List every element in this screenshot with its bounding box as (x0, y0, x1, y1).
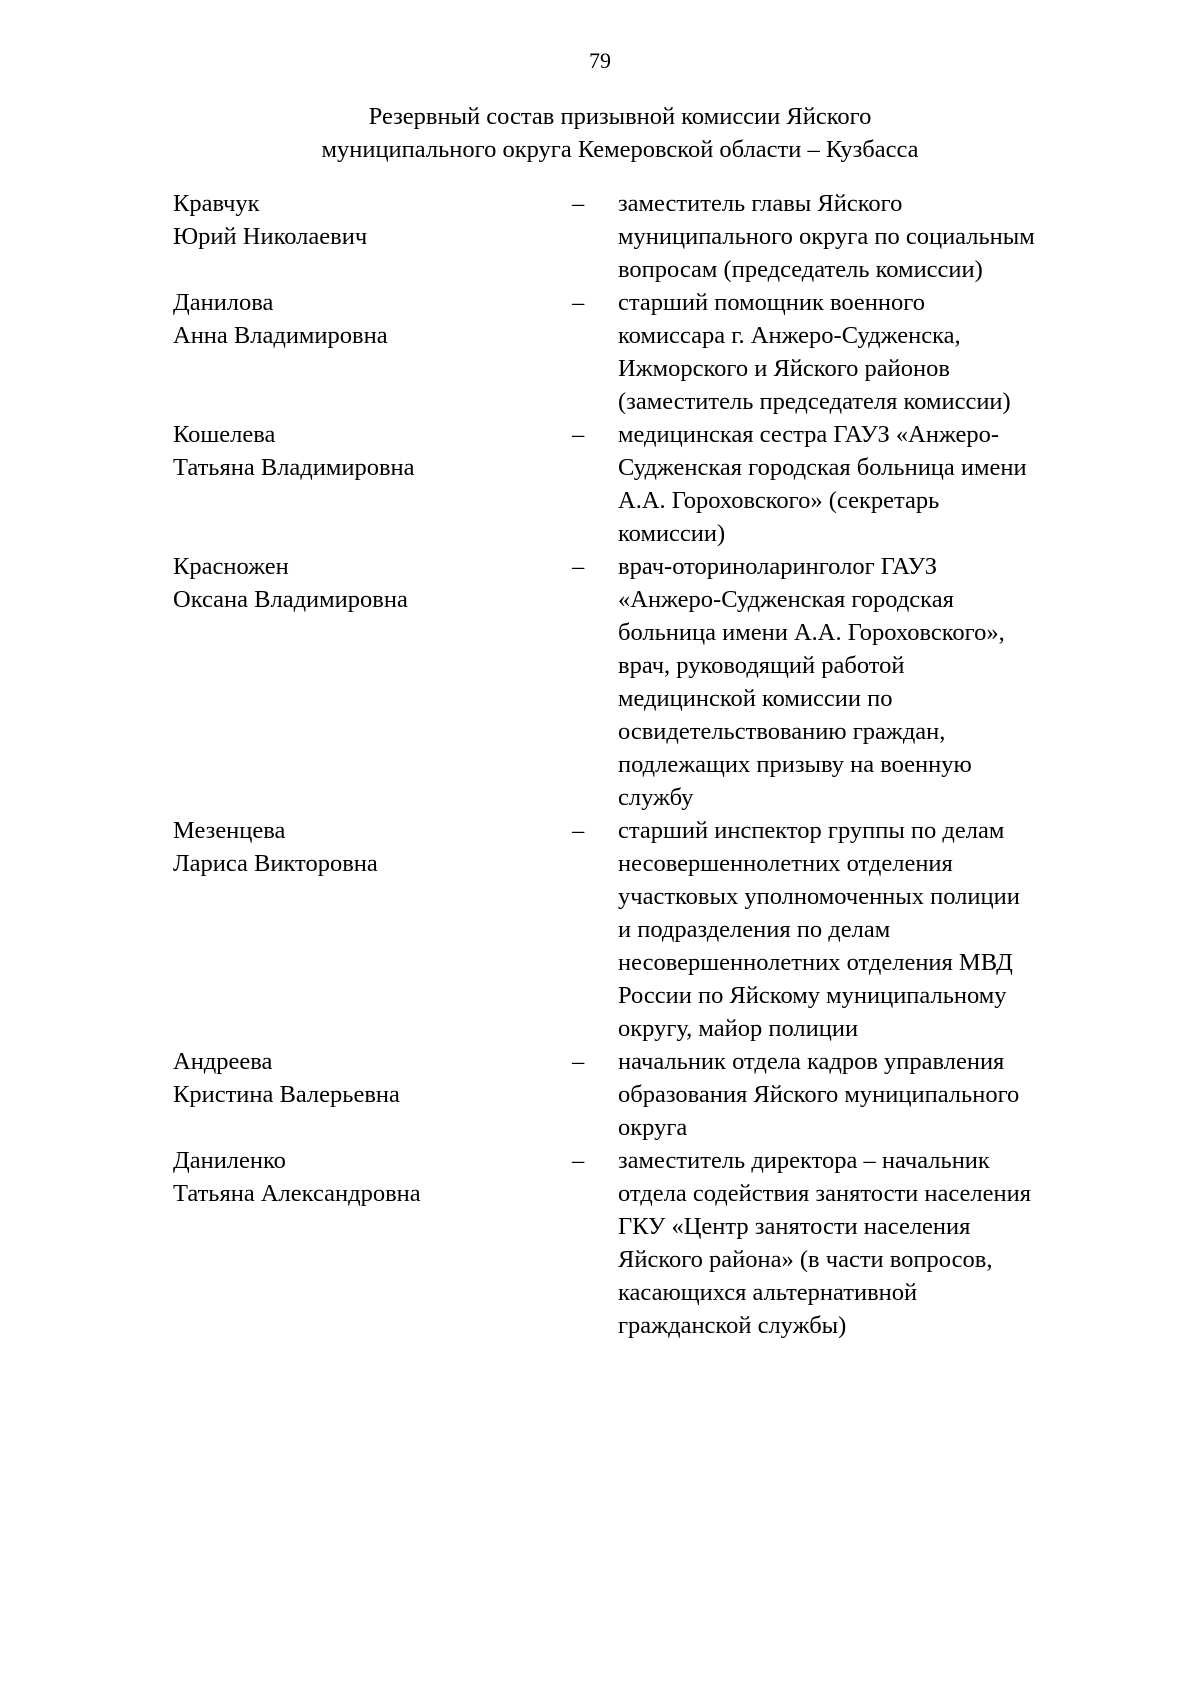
dash-separator: – (572, 1147, 585, 1174)
member-surname: Даниленко (173, 1147, 286, 1174)
commission-member (173, 418, 1113, 550)
member-name (173, 1045, 572, 1144)
member-given-names: Юрий Николаевич (173, 223, 368, 250)
member-surname: Данилова (173, 289, 274, 316)
member-surname: Кошелева (173, 421, 276, 448)
member-given-names: Татьяна Александровна (173, 1180, 421, 1207)
commission-member (173, 187, 1113, 286)
member-role: старший помощник военного комиссара г. Анжеро-Судженска, Ижморского и Яйского районов (заместитель председателя комиссии) (618, 289, 1011, 415)
member-role: медицинская сестра ГАУЗ «Анжеро- Судженская городская больница имени А.А. Гороховского» (секретарь комиссии) (618, 421, 1027, 547)
member-surname: Красножен (173, 553, 289, 580)
commission-member (173, 814, 1113, 1045)
member-role: заместитель главы Яйского муниципального округа по социальным вопросам (председатель комиссии) (618, 190, 1035, 283)
member-role: начальник отдела кадров управления образования Яйского муниципального округа (618, 1048, 1020, 1141)
commission-member (173, 550, 1113, 814)
dash-separator: – (572, 817, 585, 844)
dash-separator: – (572, 553, 585, 580)
dash-separator: – (572, 190, 585, 217)
commission-member-list (173, 187, 1113, 1342)
member-role: врач-оториноларинголог ГАУЗ «Анжеро-Судженская городская больница имени А.А. Гороховского», врач, руководящий работой медицинской комиссии по освидетельствованию граждан, подлежащих призыву на военную службу (618, 553, 1005, 811)
member-name (173, 550, 572, 814)
member-given-names: Кристина Валерьевна (173, 1081, 400, 1108)
document-title (160, 100, 1080, 166)
member-name (173, 187, 572, 286)
member-surname: Кравчук (173, 190, 260, 217)
member-name (173, 418, 572, 550)
member-role: старший инспектор группы по делам несовершеннолетних отделения участковых уполномоченных полиции и подразделения по делам несовершеннолетних отделения МВД России по Яйскому муниципальному округу, майор полиции (618, 817, 1020, 1042)
member-name (173, 1144, 572, 1342)
commission-member (173, 1045, 1113, 1144)
document-title-line-2: муниципального округа Кемеровской области – Кузбасса (321, 136, 919, 163)
member-name (173, 814, 572, 1045)
member-given-names: Оксана Владимировна (173, 586, 408, 613)
page-number: 79 (589, 48, 611, 73)
dash-separator: – (572, 421, 585, 448)
commission-member (173, 1144, 1113, 1342)
member-given-names: Татьяна Владимировна (173, 454, 415, 481)
member-given-names: Анна Владимировна (173, 322, 388, 349)
member-surname: Андреева (173, 1048, 273, 1075)
dash-separator: – (572, 1048, 585, 1075)
document-title-line-1: Резервный состав призывной комиссии Яйского (368, 103, 872, 130)
member-surname: Мезенцева (173, 817, 286, 844)
dash-separator: – (572, 289, 585, 316)
member-role: заместитель директора – начальник отдела содействия занятости населения ГКУ «Центр занятости населения Яйского района» (в части вопросов, касающихся альтернативной гражданской службы) (618, 1147, 1032, 1339)
member-given-names: Лариса Викторовна (173, 850, 378, 877)
commission-member (173, 286, 1113, 418)
member-name (173, 286, 572, 418)
